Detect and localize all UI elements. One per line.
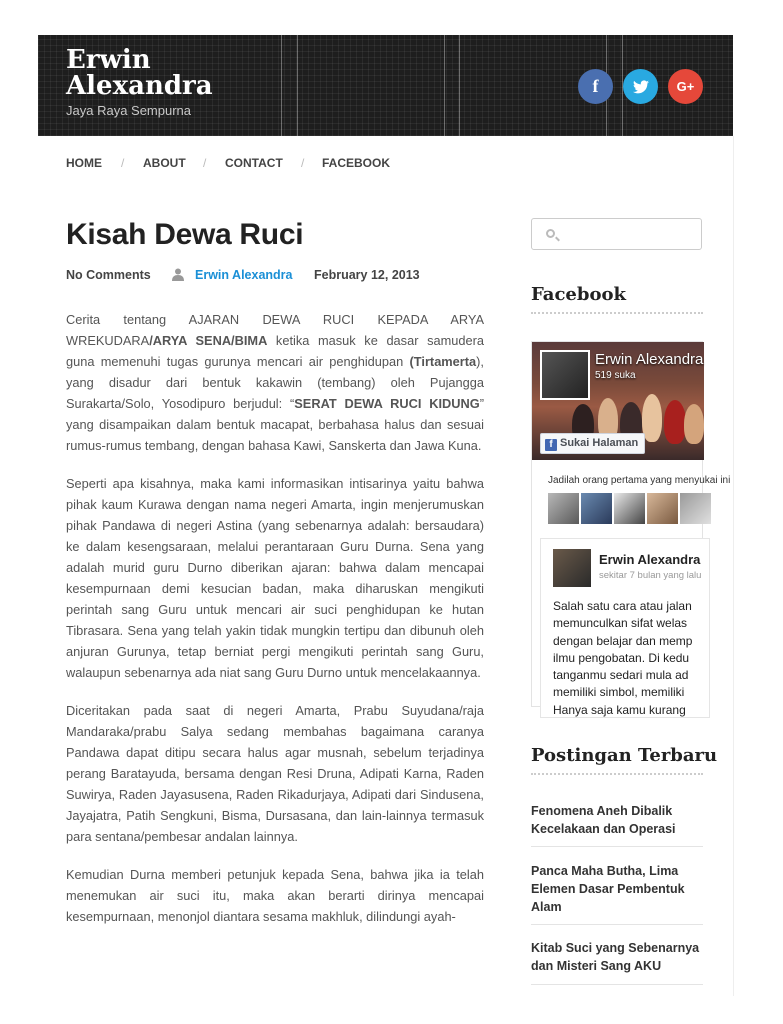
facebook-post-author[interactable]: Erwin Alexandra [599,552,701,567]
paragraph [66,309,484,456]
divider [531,924,703,925]
friend-avatar[interactable] [614,493,645,524]
friend-avatar[interactable] [581,493,612,524]
comments-link[interactable]: No Comments [66,268,151,282]
user-icon [172,268,184,281]
site-header [38,35,733,136]
bold-text: (Tirtamerta [409,354,477,369]
friend-avatar[interactable] [680,493,711,524]
post-text-line: memiliki simbol, memiliki [553,685,685,700]
recent-posts-title: Postingan Terbaru [531,745,718,766]
paragraph: Seperti apa kisahnya, maka kami informasikan intisarinya yaitu bahwa pihak kaum Kurawa dengan nama negeri Amarta, ingin menjerumuskan pihak Pandawa di negeri Astina (yang sebenarnya adalah: bersaudara) ke dalam kesengsaraan, melalui perantaraan Guru Durna. Sena yang adalah murid guru Durno diberikan ajaran: bahwa dalam mencapai kesempurnaan demi kesucian badan, maka diharuskan mengikuti perintah sang Guru untuk mencari air suci penghidupan ke hutan Tibrasara. Sena yang telah yakin tidak mungkin tertipu dan dibunuh oleh anjuran Gurunya, tetap berniat pergi mengikuti perintah sang Guru, walaupun sebenarnya ada niat sang Guru Durno untuk mencelakaannya. [66,476,484,680]
facebook-page-widget [531,341,731,717]
title-divider [531,312,703,314]
facebook-post-text [553,598,783,719]
recent-post-link[interactable]: Kitab Suci yang Sebenarnya dan Misteri Sang AKU [531,941,700,973]
header-decor-line [281,35,282,136]
nav-separator: / [121,156,125,170]
like-button-label: Sukai Halaman [560,437,639,449]
nav-contact[interactable]: CONTACT [225,156,283,170]
post-text-line: Hanya saja kamu kurang [553,702,686,717]
paragraph: Diceritakan pada saat di negeri Amarta, Prabu Suyudana/raja Mandaraka/prabu Salya sedang membahas bagaimana caranya Pandawa dapat ditipu secara halus agar musnah, sebelum terjadinya perang Baratayuda, bersama dengan Resi Druna, Adipati Karna, Raden Suwirya, Raden Jayasusena, Raden Rikadurjaya, Adipati dari Sindusena, Jayajatra, Patih Sengkuni, Bisma, Dursasana, dan lain-lainnya termasuk para sentana/pembesar andalan lainnya. [66,703,484,844]
site-tagline: Jaya Raya Sempurna [66,103,192,118]
divider [531,984,703,985]
bold-text: /ARYA SENA/BIMA [149,333,268,348]
post-date: February 12, 2013 [314,268,420,282]
post-title: Kisah Dewa Ruci [66,218,304,251]
title-divider [531,773,703,775]
photo-person [684,404,704,444]
facebook-cover-photo[interactable] [532,342,704,460]
post-text-line: Salah satu cara atau jalan [553,599,692,613]
nav-about[interactable]: ABOUT [143,156,186,170]
nav-home[interactable]: HOME [66,156,102,170]
post-text-line: memunculkan sifat welas [553,616,688,631]
recent-post-link[interactable]: Fenomena Aneh Dibalik Kecelakaan dan Operasi [531,804,676,836]
facebook-like-count: 519 suka [595,370,636,381]
nav-separator: / [301,156,305,170]
nav-facebook[interactable]: FACEBOOK [322,156,391,170]
nav-separator: / [203,156,207,170]
avatar[interactable] [553,549,591,587]
bold-text: SERAT DEWA RUCI KIDUNG [294,396,480,411]
facebook-post [540,538,710,718]
photo-person [664,400,686,444]
divider [531,846,703,847]
twitter-icon[interactable] [623,69,658,104]
post-author-link[interactable]: Erwin Alexandra [195,268,293,282]
twitter-bird-glyph [633,80,649,94]
friend-avatar[interactable] [647,493,678,524]
content-border [733,136,734,996]
post-text-line: dengan belajar dan memp [553,633,693,648]
text-segment: ” yang disampaikan dalam bentuk macapat, berbahasa halus dan sesuai rumus-rumus tembang, dengan bahasa Kawi, Sanskerta dan Jawa Kuna. [66,396,484,453]
text-segment: ), yang disadur dari bentuk kakawin (tembang) oleh Pujangga Surakarta/Solo, Yosodipuro berjudul: “ [66,354,484,411]
facebook-friends-text: Jadilah orang pertama yang menyukai ini [548,475,731,486]
search-icon [546,229,555,238]
search-input[interactable] [531,218,702,250]
post-text-line: tanganmu sedari mula ad [553,668,689,683]
post-content [66,309,484,944]
paragraph: Kemudian Durna memberi petunjuk kepada Sena, bahwa jika ia telah menemukan air suci itu, maka akan berarti dirinya mencapai kesempurnaan, menonjol diantara sesama makhluk, dilindungi ayah- [66,867,484,924]
google-plus-icon[interactable]: G+ [668,69,703,104]
header-decor-line [444,35,445,136]
header-decor-line [297,35,298,136]
facebook-page-name[interactable]: Erwin Alexandra [595,351,704,368]
post-text-line: ilmu pengobatan. Di kedu [553,650,690,665]
facebook-widget-title: Facebook [531,284,626,305]
facebook-like-button[interactable] [540,433,645,454]
facebook-icon[interactable]: f [578,69,613,104]
text-segment: ketika masuk ke dasar samudera guna memenuhi tugas gurunya mencari air penghidupan [66,333,484,369]
recent-post-link[interactable]: Panca Maha Butha, Lima Elemen Dasar Pembentuk Alam [531,864,685,914]
friend-avatar[interactable] [548,493,579,524]
site-title-line1[interactable]: Erwin [66,45,151,75]
facebook-icon: f [545,439,557,451]
header-decor-line [459,35,460,136]
site-title[interactable] [66,47,213,99]
facebook-post-time[interactable]: sekitar 7 bulan yang lalu [599,570,702,581]
text-segment: Cerita tentang AJARAN DEWA RUCI KEPADA ARYA WREKUDARA [66,312,484,348]
facebook-profile-thumbnail[interactable] [540,350,590,400]
site-title-line2[interactable]: Alexandra [66,71,213,101]
